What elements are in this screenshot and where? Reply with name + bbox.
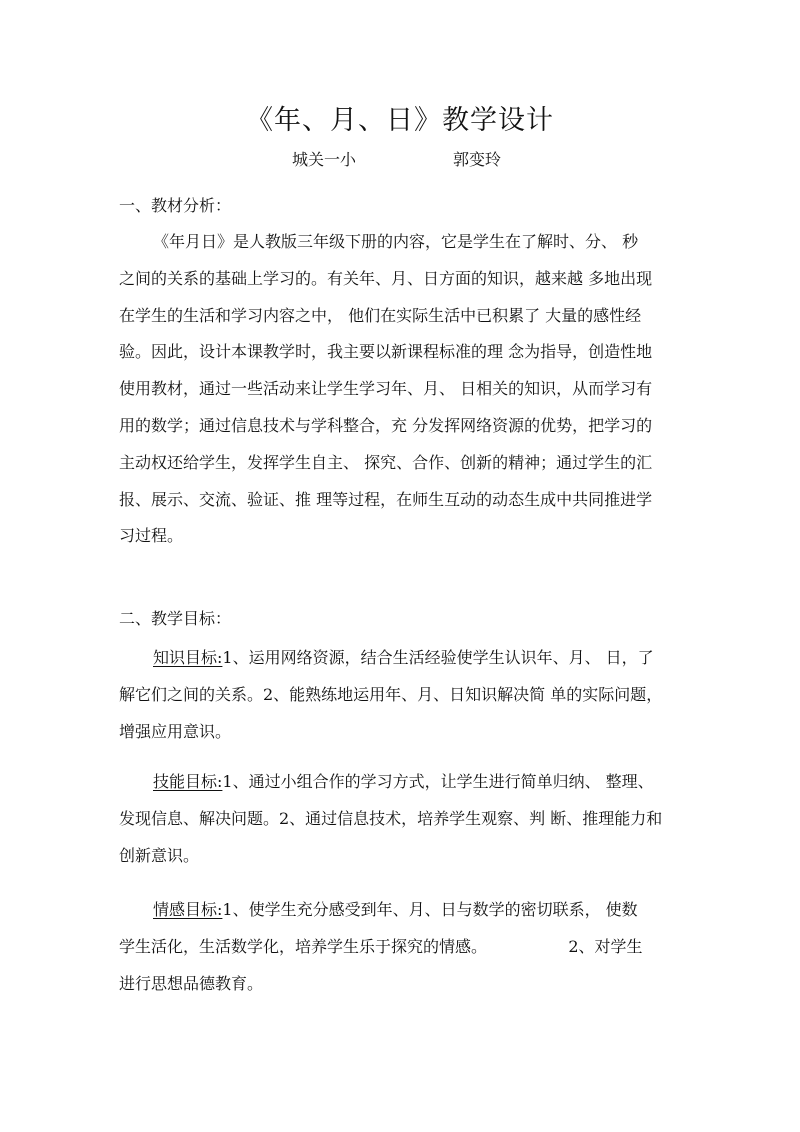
knowledge-goal-label: 知识目标: [153, 648, 223, 667]
emotion-goal-label: 情感目标: [153, 900, 223, 919]
knowledge-goal-text: 1、运用网络资源，结合生活经验使学生认识年、月、 日，了 [222, 648, 654, 667]
knowledge-goal-paragraph [119, 640, 689, 750]
paragraph-line: 在学生的生活和学习内容之中， 他们在实际生活中已积累了 大量的感性经 [119, 305, 642, 325]
section1-heading: 一、教材分析： [119, 196, 232, 215]
author-name: 郭变玲 [453, 150, 502, 169]
paragraph-line: 学生活化，生活数学化，培养学生乐于探究的情感。 2、对学生 [119, 936, 643, 956]
paragraph-line [119, 892, 689, 929]
school-name: 城关一小 [292, 150, 357, 169]
paragraph-line: 主动权还给学生，发挥学生自主、 探究、合作、创新的精神；通过学生的汇 [119, 452, 653, 472]
paragraph-line: 增强应用意识。 [119, 721, 232, 741]
paragraph-line [119, 640, 689, 677]
section1-paragraph [119, 224, 689, 555]
skill-goal-text: 1、通过小组合作的学习方式，让学生进行简单归纳、 整理、 [222, 772, 654, 791]
emotion-goal-text: 1、使学生充分感受到年、月、日与数学的密切联系， 使数 [222, 900, 638, 919]
paragraph-line: 报、展示、交流、验证、推 理等过程，在师生互动的动态生成中共同推进学 [119, 489, 653, 509]
paragraph-line: 进行思想品德教育。 [119, 973, 264, 993]
paragraph-line: 解它们之间的关系。2、能熟练地运用年、月、日知识解决简 单的实际问题， [119, 684, 663, 704]
paragraph-line [119, 764, 689, 801]
paragraph-line: 之间的关系的基础上学习的。有关年、月、日方面的知识，越来越 多地出现 [119, 268, 653, 288]
section2-heading: 二、教学目标： [119, 609, 232, 628]
skill-goal-label: 技能目标: [153, 772, 223, 791]
paragraph-line: 习过程。 [119, 526, 184, 546]
paragraph-line: 用的数学；通过信息技术与学科整合，充 分发挥网络资源的优势，把学习的 [119, 415, 653, 435]
document-title: 《年、月、日》教学设计 [246, 105, 554, 136]
paragraph-line: 创新意识。 [119, 845, 200, 865]
paragraph-line: 验。因此，设计本课教学时，我主要以新课程标准的理 念为指导，创造性地 [119, 342, 653, 362]
paragraph-line: 《年月日》是人教版三年级下册的内容，它是学生在了解时、分、 秒 [153, 232, 639, 251]
paragraph-line: 发现信息、解决问题。2、通过信息技术，培养学生观察、判 断、推理能力和 [119, 808, 663, 828]
emotion-goal-paragraph [119, 892, 689, 1002]
paragraph-line: 使用教材，通过一些活动来让学生学习年、月、 日相关的知识，从而学习有 [119, 379, 653, 399]
skill-goal-paragraph [119, 764, 689, 874]
